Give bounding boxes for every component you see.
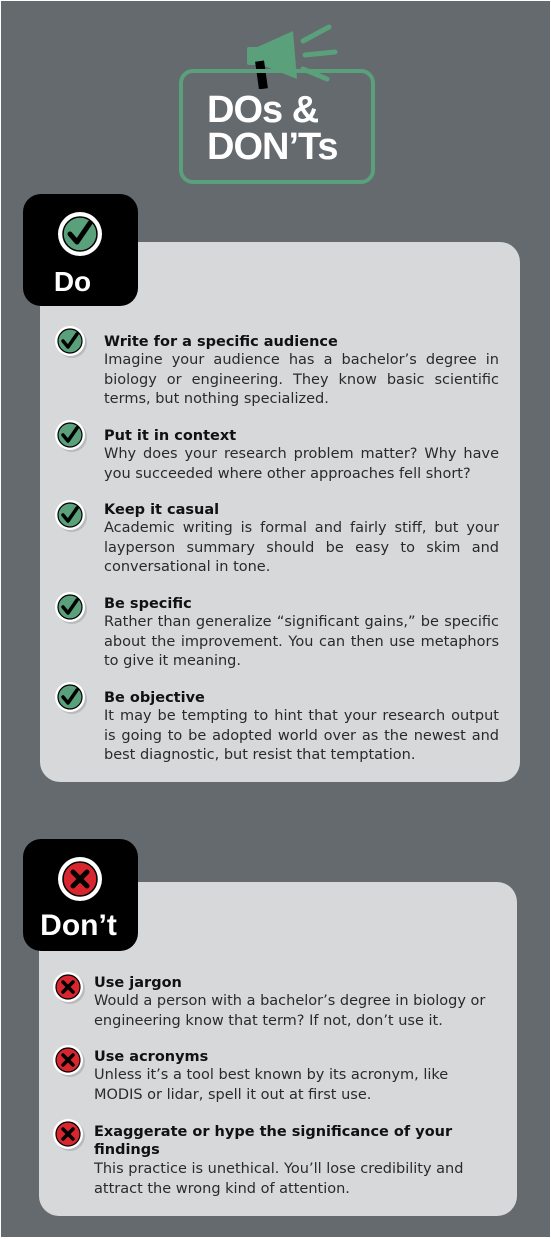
item-title: Be objective — [104, 690, 205, 706]
item-title: Use acronyms — [94, 1049, 209, 1065]
item-title: Exaggerate or hype the significance of your findings — [94, 1124, 453, 1158]
item-body: Unless it’s a tool best known by its acronym, like MODIS or lidar, spell it out at first use. — [94, 1067, 449, 1103]
dont-label: Don’t — [40, 909, 117, 942]
item-body: Rather than generalize “significant gains,” be specific about the improvement. You can then use metaphors to give it meaning. — [104, 614, 499, 669]
checkmark-icon — [56, 210, 104, 258]
item-title: Be specific — [104, 596, 192, 612]
do-badge — [23, 194, 138, 306]
checkmark-icon — [54, 325, 88, 359]
do-label: Do — [53, 266, 92, 297]
item-title: Keep it casual — [104, 502, 220, 518]
checkmark-icon — [54, 419, 88, 453]
item-body: It may be tempting to hint that your research output is going to be adopted world over as the newest and best diagnostic, but resist that temptation. — [104, 708, 499, 763]
item-body: This practice is unethical. You’ll lose credibility and attract the wrong kind of attention. — [94, 1161, 464, 1197]
title-line-2: DON’Ts — [207, 126, 338, 168]
page-title — [207, 89, 377, 168]
item-body: Would a person with a bachelor’s degree in biology or engineering know that term? If not, don’t use it. — [94, 993, 486, 1029]
x-mark-icon — [52, 1118, 86, 1152]
x-mark-icon — [52, 971, 86, 1005]
x-mark-icon — [56, 855, 104, 903]
checkmark-icon — [54, 591, 88, 625]
item-body: Why does your research problem matter? Why have you succeeded where other approaches fell short? — [104, 446, 499, 482]
item-body: Imagine your audience has a bachelor’s degree in biology or engineering. They know basic scientific terms, but nothing specialized. — [104, 352, 499, 407]
x-mark-icon — [52, 1044, 86, 1078]
infographic — [1, 1, 550, 1237]
item-body: Academic writing is formal and fairly stiff, but your layperson summary should be easy to skim and conversational in tone. — [104, 520, 499, 575]
item-title: Put it in context — [104, 428, 237, 444]
checkmark-icon — [54, 681, 88, 715]
item-title: Write for a specific audience — [104, 334, 338, 350]
item-title: Use jargon — [94, 975, 182, 991]
checkmark-icon — [54, 499, 88, 533]
title-line-1: DOs & — [207, 89, 319, 131]
dont-badge — [23, 839, 138, 951]
